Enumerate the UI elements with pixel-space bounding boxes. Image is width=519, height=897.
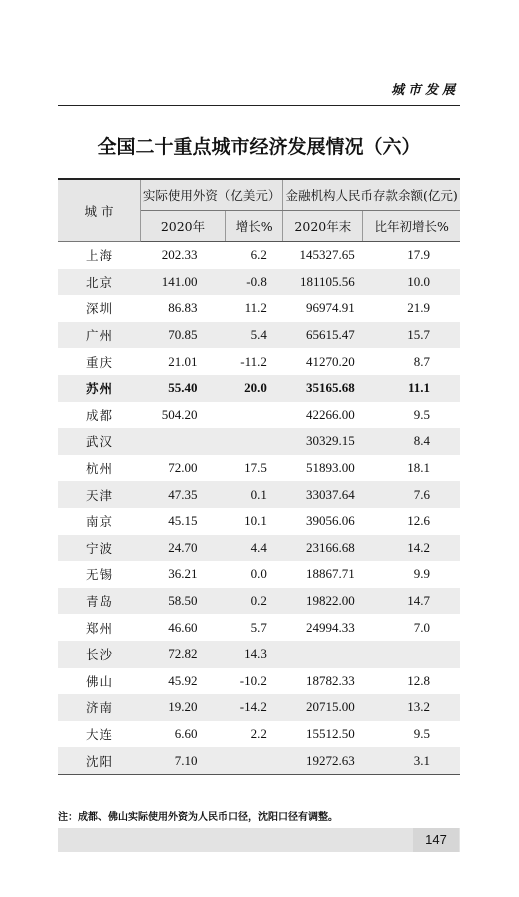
fdi-cell: 58.50	[141, 588, 226, 615]
deposit-cell: 23166.68	[283, 535, 363, 562]
fdi-cell: 36.21	[168, 566, 198, 582]
deposit-cell: 19822.00	[283, 588, 363, 615]
city-economy-table	[58, 178, 460, 775]
deposit-growth-cell: 18.1	[407, 460, 430, 476]
fdi-cell: 46.60	[168, 619, 198, 635]
deposit-cell: 19272.63	[283, 747, 363, 774]
deposit-growth-cell: 8.7	[413, 353, 430, 369]
deposit-growth-cell: 12.8	[407, 672, 430, 688]
fdi-cell: 7.10	[141, 747, 226, 774]
deposit-cell: 15512.50	[306, 725, 355, 741]
fdi-cell: 504.20	[161, 406, 198, 422]
fdi-growth-cell: 10.1	[244, 513, 267, 529]
fdi-growth-cell: 0.0	[250, 566, 267, 582]
city-cell: 武汉	[58, 428, 141, 455]
deposit-cell: 41270.20	[306, 353, 355, 369]
deposit-cell: 145327.65	[299, 247, 355, 263]
table-row	[58, 402, 460, 429]
deposit-cell: 96974.91	[306, 300, 355, 316]
deposit-cell: 30329.15	[283, 428, 363, 455]
fdi-cell: 72.00	[168, 460, 198, 476]
fdi-cell: 202.33	[161, 247, 198, 263]
fdi-year-header: 2020年	[141, 211, 226, 242]
city-cell: 深圳	[86, 301, 114, 317]
deposit-year-header: 2020年末	[283, 211, 363, 242]
fdi-cell: 86.83	[168, 300, 198, 316]
fdi-cell: 55.40	[141, 375, 226, 402]
city-cell: 无锡	[86, 567, 114, 583]
city-cell: 杭州	[86, 461, 114, 477]
fdi-cell: 45.92	[168, 672, 198, 688]
fdi-growth-cell: 0.1	[225, 481, 282, 508]
deposit-growth-cell: 12.6	[407, 513, 430, 529]
fdi-cell: 6.60	[174, 725, 198, 741]
table-row	[58, 322, 460, 349]
city-cell: 青岛	[58, 588, 141, 615]
deposit-cell: 35165.68	[283, 375, 363, 402]
table-row	[58, 428, 460, 455]
fdi-cell: 24.70	[141, 535, 226, 562]
city-cell: 重庆	[86, 354, 114, 370]
table-row	[58, 508, 460, 535]
table-row	[58, 481, 460, 508]
page-number: 147	[413, 828, 459, 852]
fdi-growth-cell: -10.2	[239, 672, 267, 688]
deposit-growth-cell: 9.9	[413, 566, 430, 582]
deposit-growth-cell: 14.7	[363, 588, 460, 615]
city-cell: 佛山	[86, 673, 114, 689]
table-row	[58, 588, 460, 615]
deposit-cell: 33037.64	[283, 481, 363, 508]
table-row	[58, 668, 460, 695]
deposit-growth-cell: 9.5	[413, 406, 430, 422]
deposit-cell: 18867.71	[306, 566, 355, 582]
deposit-growth-cell: 9.5	[413, 725, 430, 741]
city-cell: 北京	[58, 269, 141, 296]
deposit-growth-cell: 3.1	[363, 747, 460, 774]
fdi-growth-cell: -11.2	[240, 353, 267, 369]
fdi-growth-header: 增长%	[225, 211, 282, 242]
deposit-cell	[283, 641, 363, 668]
deposit-cell: 39056.06	[306, 513, 355, 529]
fdi-cell: 45.15	[168, 513, 198, 529]
footer-band	[58, 828, 460, 852]
deposit-growth-cell: 17.9	[407, 247, 430, 263]
table-body	[58, 242, 460, 775]
table-row	[58, 375, 460, 402]
city-cell: 南京	[86, 514, 114, 530]
fdi-growth-cell	[225, 402, 282, 429]
deposit-cell: 24994.33	[306, 619, 355, 635]
fdi-growth-cell: 20.0	[225, 375, 282, 402]
fdi-group-header: 实际使用外资（亿美元）	[141, 179, 283, 211]
deposit-group-header: 金融机构人民币存款余额(亿元)	[283, 179, 460, 211]
deposit-growth-cell: 7.6	[363, 481, 460, 508]
city-cell: 上海	[86, 248, 114, 264]
fdi-cell: 21.01	[168, 353, 198, 369]
city-cell: 济南	[58, 694, 141, 721]
page-title: 全国二十重点城市经济发展情况（六）	[97, 136, 421, 158]
city-cell: 成都	[86, 407, 114, 423]
fdi-growth-cell: 6.2	[250, 247, 267, 263]
table-row	[58, 348, 460, 375]
fdi-cell: 141.00	[141, 269, 226, 296]
deposit-cell: 18782.33	[306, 672, 355, 688]
fdi-growth-cell: -0.8	[225, 269, 282, 296]
table-row	[58, 694, 460, 721]
deposit-growth-cell: 21.9	[407, 300, 430, 316]
fdi-growth-cell: 14.3	[225, 641, 282, 668]
city-cell: 广州	[58, 322, 141, 349]
city-cell: 天津	[58, 481, 141, 508]
deposit-cell: 42266.00	[306, 406, 355, 422]
table-row	[58, 535, 460, 562]
fdi-cell: 70.85	[141, 322, 226, 349]
fdi-growth-cell	[225, 747, 282, 774]
city-column-header: 城 市	[58, 179, 141, 242]
header-rule	[58, 105, 460, 106]
deposit-growth-cell: 7.0	[413, 619, 430, 635]
deposit-cell: 65615.47	[283, 322, 363, 349]
deposit-growth-cell: 11.1	[363, 375, 460, 402]
section-label: 城市发展	[390, 83, 459, 98]
deposit-cell: 51893.00	[306, 460, 355, 476]
deposit-growth-cell: 15.7	[363, 322, 460, 349]
city-cell: 宁波	[58, 535, 141, 562]
fdi-cell: 72.82	[141, 641, 226, 668]
deposit-cell: 181105.56	[283, 269, 363, 296]
fdi-growth-cell: 4.4	[225, 535, 282, 562]
fdi-cell: 19.20	[141, 694, 226, 721]
table-row	[58, 561, 460, 588]
city-cell: 郑州	[86, 620, 114, 636]
city-cell: 大连	[86, 726, 114, 742]
fdi-growth-cell: 5.7	[250, 619, 267, 635]
fdi-cell	[141, 428, 226, 455]
table-row	[58, 269, 460, 296]
table-row	[58, 721, 460, 748]
fdi-growth-cell: 0.2	[225, 588, 282, 615]
deposit-growth-cell: 14.2	[363, 535, 460, 562]
table-row	[58, 242, 460, 269]
city-cell: 沈阳	[58, 747, 141, 774]
table-row	[58, 295, 460, 322]
footnote: 注：成都、佛山实际使用外资为人民币口径，沈阳口径有调整。	[58, 812, 338, 823]
fdi-cell: 47.35	[141, 481, 226, 508]
city-cell: 苏州	[58, 375, 141, 402]
fdi-growth-cell: 17.5	[244, 460, 267, 476]
table-row	[58, 641, 460, 668]
fdi-growth-cell	[225, 428, 282, 455]
deposit-growth-header: 比年初增长%	[363, 211, 460, 242]
table-row	[58, 455, 460, 482]
fdi-growth-cell: 5.4	[225, 322, 282, 349]
deposit-growth-cell: 10.0	[363, 269, 460, 296]
deposit-cell: 20715.00	[283, 694, 363, 721]
fdi-growth-cell: -14.2	[225, 694, 282, 721]
table-row	[58, 747, 460, 774]
deposit-growth-cell	[363, 641, 460, 668]
deposit-growth-cell: 13.2	[363, 694, 460, 721]
table-row	[58, 614, 460, 641]
deposit-growth-cell: 8.4	[363, 428, 460, 455]
city-cell: 长沙	[58, 641, 141, 668]
fdi-growth-cell: 11.2	[244, 300, 267, 316]
fdi-growth-cell: 2.2	[250, 725, 267, 741]
